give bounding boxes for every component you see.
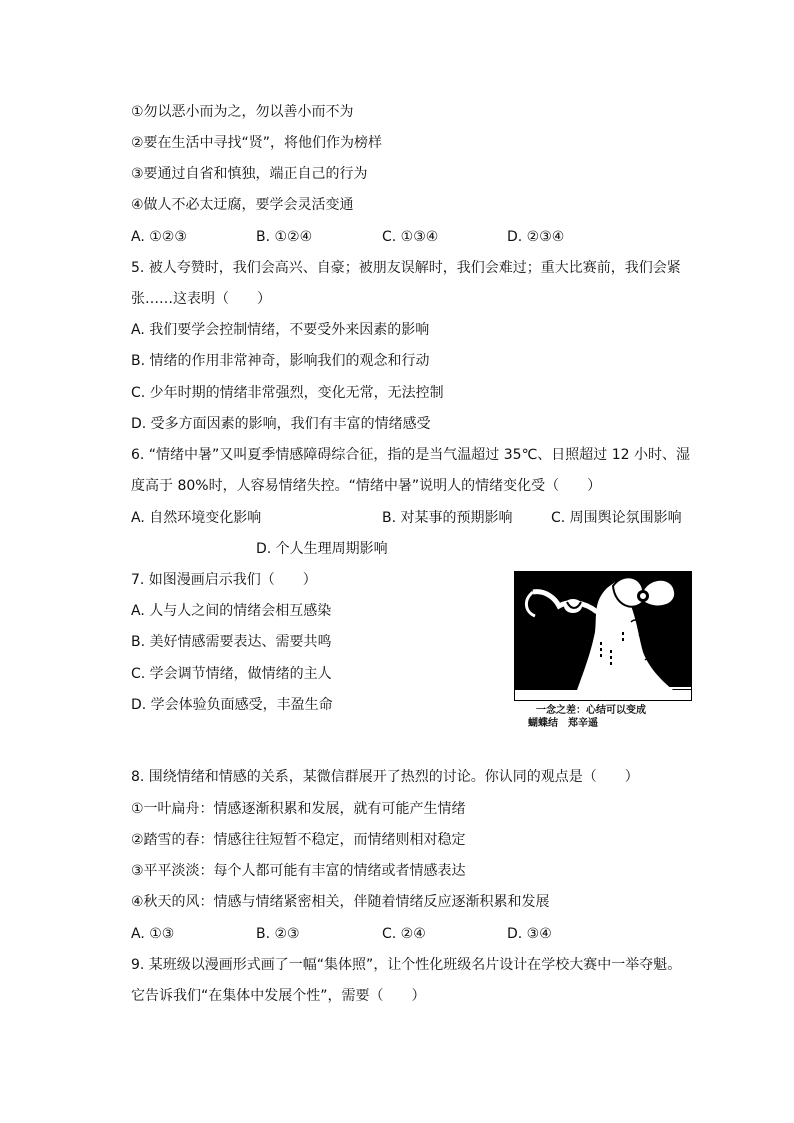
question-6-option-d: D. 个人生理周期影响	[256, 541, 388, 557]
statement-2: ②要在生活中寻找“贤”，将他们作为榜样	[131, 135, 383, 151]
question-5-option-a: A. 我们要学会控制情绪，不要受外来因素的影响	[131, 322, 430, 338]
question-6-stem-line-2: 度高于 80%时，人容易情绪失控。“情绪中暑”说明人的情绪变化受（ ）	[131, 478, 602, 494]
question-9-stem-line-2: 它告诉我们“在集体中发展个性”，需要（ ）	[131, 988, 426, 1004]
question-7-option-d: D. 学会体验负面感受，丰盈生命	[131, 697, 333, 713]
question-8-option-b: B. ②③	[256, 926, 300, 942]
question-7-option-c: C. 学会调节情绪，做情绪的主人	[131, 666, 332, 682]
question-5-stem-line-2: 张……这表明（ ）	[131, 291, 271, 307]
cartoon-image	[514, 571, 692, 701]
question-8-option-a: A. ①③	[131, 926, 175, 942]
question-8-statement-2: ②踏雪的春：情感往往短暂不稳定，而情绪则相对稳定	[131, 832, 466, 848]
question-8-option-d: D. ③④	[507, 926, 552, 942]
question-8-option-c: C. ②④	[382, 926, 426, 942]
question-6-option-a: A. 自然环境变化影响	[131, 510, 262, 526]
question-7-option-b: B. 美好情感需要表达、需要共鸣	[131, 634, 332, 650]
question-7-option-a: A. 人与人之间的情绪会相互感染	[131, 603, 332, 619]
question-6-option-b: B. 对某事的预期影响	[382, 510, 513, 526]
question-5-option-b: B. 情绪的作用非常神奇，影响我们的观念和行动	[131, 353, 430, 369]
question-7-stem: 7. 如图漫画启示我们（ ）	[131, 572, 317, 588]
cartoon-caption-line-2: 蝴蝶结 郑辛遥	[528, 718, 598, 729]
cartoon-caption-line-1: 一念之差：心结可以变成	[536, 705, 646, 716]
question-9-stem-line-1: 9. 某班级以漫画形式画了一幅“集体照”，让个性化班级名片设计在学校大赛中一举夺魁。	[131, 957, 682, 973]
question-8-statement-4: ④秋天的风：情感与情绪紧密相关，伴随着情绪反应逐渐积累和发展	[131, 894, 550, 910]
option-a: A. ①②③	[131, 229, 187, 245]
statement-1: ①勿以恶小而为之，勿以善小而不为	[131, 104, 354, 120]
cartoon-drawing	[515, 572, 691, 700]
statement-3: ③要通过自省和慎独，端正自己的行为	[131, 166, 368, 182]
question-5-stem-line-1: 5. 被人夸赞时，我们会高兴、自豪；被朋友误解时，我们会难过；重大比赛前，我们会紧	[131, 260, 681, 276]
question-8-stem: 8. 围绕情绪和情感的关系，某微信群展开了热烈的讨论。你认同的观点是（ ）	[131, 769, 639, 785]
question-8-statement-3: ③平平淡淡：每个人都可能有丰富的情绪或者情感表达	[131, 863, 466, 879]
option-d: D. ②③④	[507, 229, 565, 245]
question-5-option-c: C. 少年时期的情绪非常强烈，变化无常，无法控制	[131, 385, 444, 401]
question-5-option-d: D. 受多方面因素的影响，我们有丰富的情绪感受	[131, 416, 431, 432]
option-c: C. ①③④	[382, 229, 439, 245]
question-6-stem-line-1: 6. “情绪中暑”又叫夏季情感障碍综合征，指的是当气温超过 35℃、日照超过 12 小时、湿	[131, 447, 691, 463]
statement-4: ④做人不必太迂腐，要学会灵活变通	[131, 197, 354, 213]
question-6-option-c: C. 周围舆论氛围影响	[551, 510, 682, 526]
question-8-statement-1: ①一叶扁舟：情感逐渐积累和发展，就有可能产生情绪	[131, 801, 466, 817]
option-b: B. ①②④	[256, 229, 313, 245]
